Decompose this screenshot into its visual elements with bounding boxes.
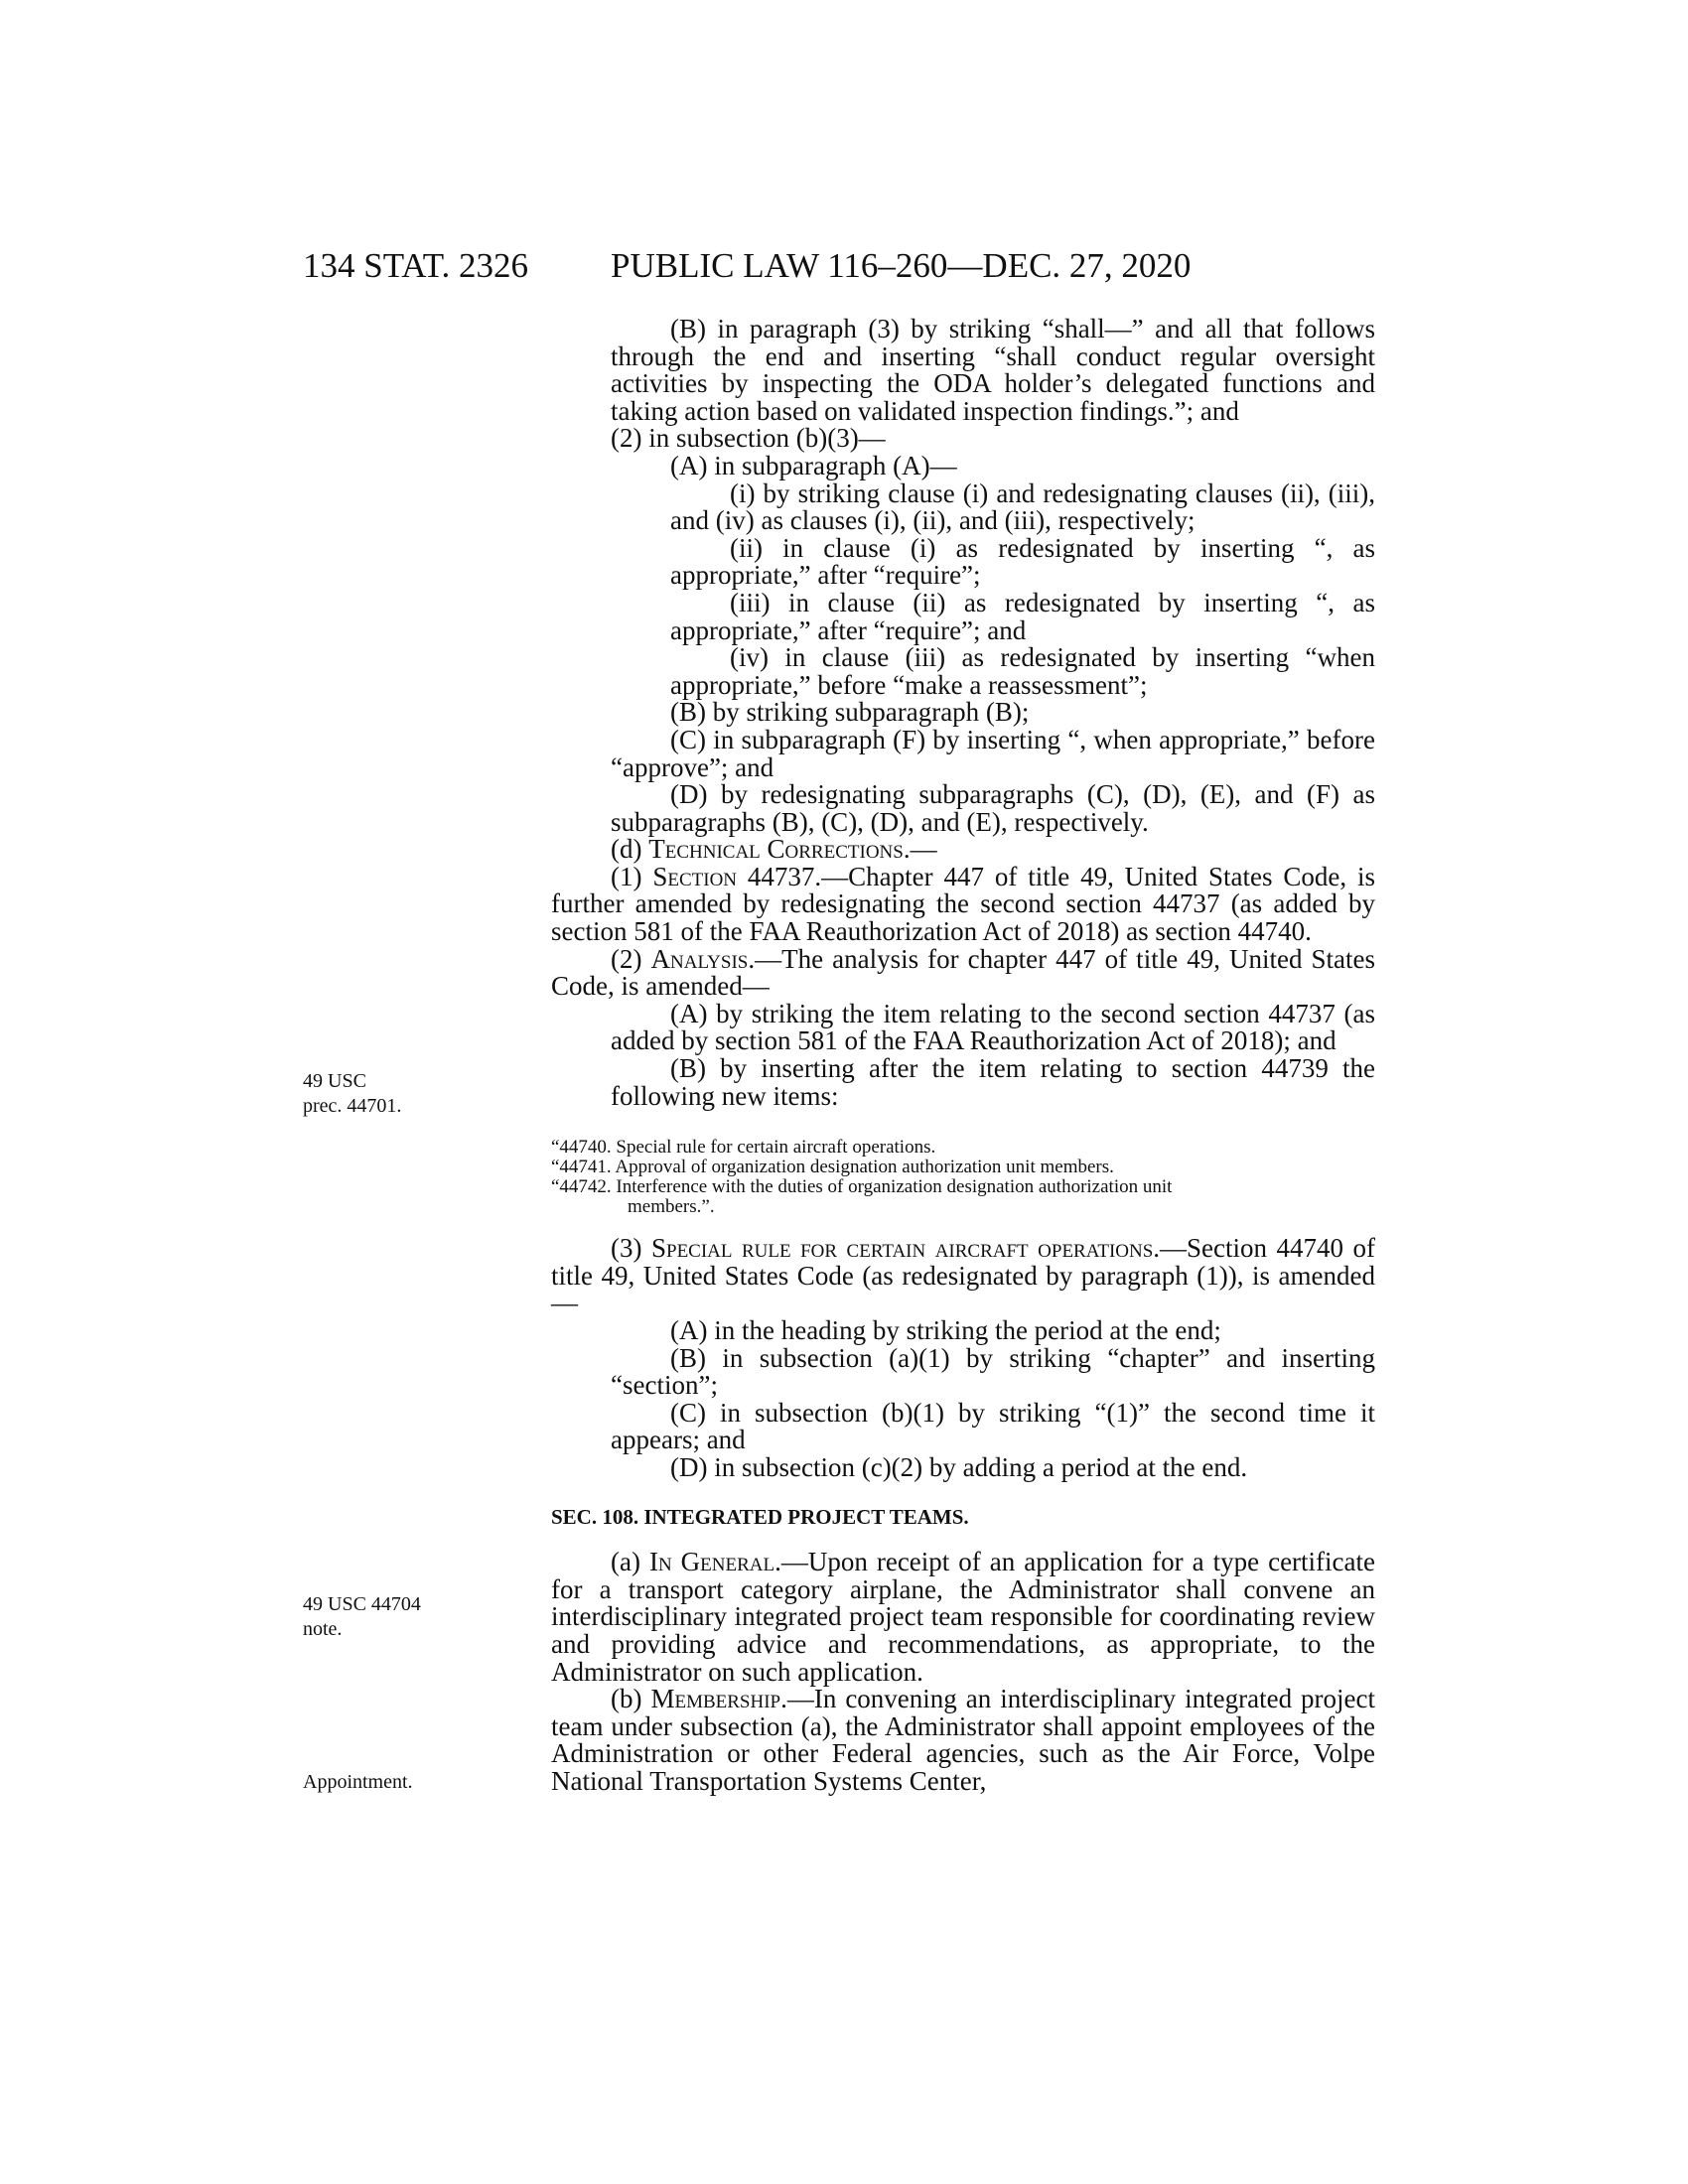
stat-page-citation: 134 STAT. 2326 <box>303 246 528 285</box>
paragraph: (i) by striking clause (i) and redesignating clauses (ii), (iii), and (iv) as clauses (i), (ii), and (iii), respectively; <box>670 478 1375 536</box>
paragraph: (C) in subparagraph (F) by inserting “, when appropriate,” before “approve”; and <box>611 724 1375 782</box>
paragraph: (2) in subsection (b)(3)— <box>611 423 886 454</box>
subsection-108b <box>551 1686 1375 1795</box>
paragraph-label: (1) <box>611 861 642 891</box>
paragraph: (C) in subsection (b)(1) by striking “(1)” the second time it appears; and <box>611 1397 1375 1455</box>
paragraph: (B) by inserting after the item relating to section 44739 the following new items: <box>611 1053 1375 1111</box>
subsection-label: (a) <box>611 1547 640 1577</box>
subsection-heading: In General. <box>648 1547 781 1577</box>
subsection-text: —In convening an interdisciplinary integrated project team under subsection (a), the Administrator shall appoint employees of the Administration or other Federal agencies, such as the Air Force, Volpe National Transportation Systems Center, <box>551 1684 1375 1796</box>
paragraph: (iii) in clause (ii) as redesignated by inserting “, as appropriate,” after “require”; and <box>670 587 1375 645</box>
paragraph-d2 <box>551 943 1376 1002</box>
table-item-continuation: members.”. <box>628 1196 715 1218</box>
paragraph-text: —Chapter 447 of title 49, United States Code, is further amended by redesignating the second section 44737 (as added by section 581 of the FAA Reauthorization Act of 2018) as section 44740. <box>551 861 1376 947</box>
paragraph-heading: Section 44737. <box>652 861 822 891</box>
subsection-d <box>551 836 1375 864</box>
paragraph: (A) in subparagraph (A)— <box>670 450 957 480</box>
paragraph-heading: Analysis. <box>650 943 756 974</box>
margin-note-line: note. <box>303 1618 343 1640</box>
table-item-text: “44742. Interference with the duties of organization designation authorization unit <box>551 1176 1173 1198</box>
paragraph: (B) in subsection (a)(1) by striking “chapter” and inserting “section”; <box>611 1342 1375 1401</box>
margin-note-usc-prec <box>303 1069 452 1119</box>
paragraph: (A) by striking the item relating to the second section 44737 (as added by section 581 of the FAA Reauthorization Act of 2018); and <box>611 998 1375 1056</box>
subsection-label: (d) <box>611 834 642 865</box>
section-heading: SEC. 108. INTEGRATED PROJECT TEAMS. <box>551 1504 969 1529</box>
paragraph-d1 <box>551 861 1376 947</box>
paragraph-label: (2) <box>611 943 642 974</box>
paragraph: (D) in subsection (c)(2) by adding a period at the end. <box>670 1451 1248 1482</box>
paragraph: (B) in paragraph (3) by striking “shall—” and all that follows through the end and inserting “shall conduct regular oversight activities by inspecting the ODA holder’s delegated functions and taking action based on validated inspection findings.”; and <box>611 314 1375 426</box>
paragraph-label: (3) <box>611 1233 642 1264</box>
margin-note-usc-44704 <box>303 1592 452 1642</box>
margin-note-line: prec. 44701. <box>303 1095 402 1117</box>
paragraph-text: —The analysis for chapter 447 of title 49, United States Code, is amended— <box>551 943 1376 1002</box>
paragraph: (B) by striking subparagraph (B); <box>670 697 1030 728</box>
subsection-label: (b) <box>611 1684 642 1714</box>
running-head: PUBLIC LAW 116–260—DEC. 27, 2020 <box>611 246 1192 285</box>
table-item: “44740. Special rule for certain aircraft operations. <box>551 1137 936 1159</box>
subsection-108a <box>551 1549 1375 1686</box>
paragraph: (ii) in clause (i) as redesignated by inserting “, as appropriate,” after “require”; <box>670 532 1375 591</box>
margin-note-appointment: Appointment. <box>303 1771 413 1793</box>
heading-dash: — <box>910 834 937 865</box>
paragraph: (A) in the heading by striking the period at the end; <box>670 1315 1221 1345</box>
margin-note-line: 49 USC 44704 <box>303 1593 421 1615</box>
paragraph: (D) by redesignating subparagraphs (C), (D), (E), and (F) as subparagraphs (B), (C), (D), and (E), respectively. <box>611 779 1375 837</box>
table-item: “44741. Approval of organization designation authorization unit members. <box>551 1157 1114 1178</box>
margin-note-line: 49 USC <box>303 1070 366 1092</box>
paragraph-text: —Section 44740 of title 49, United States Code (as redesignated by paragraph (1)), is amended— <box>551 1233 1375 1318</box>
subsection-heading: Membership. <box>650 1684 787 1714</box>
table-item <box>551 1177 1375 1217</box>
main-text <box>551 316 1375 1796</box>
paragraph-d3 <box>551 1235 1375 1317</box>
table-of-sections-items <box>551 1138 1375 1217</box>
subsection-text: —Upon receipt of an application for a type certificate for a transport category airplane, the Administrator shall convene an interdisciplinary integrated project team responsible for coordinating review and providing advice and recommendations, as appropriate, to the Administrator on such application. <box>551 1547 1375 1687</box>
subsection-heading: Technical Corrections. <box>648 834 911 865</box>
paragraph-heading: Special rule for certain aircraft operations. <box>650 1233 1161 1264</box>
paragraph: (iv) in clause (iii) as redesignated by inserting “when appropriate,” before “make a reassessment”; <box>670 642 1375 700</box>
